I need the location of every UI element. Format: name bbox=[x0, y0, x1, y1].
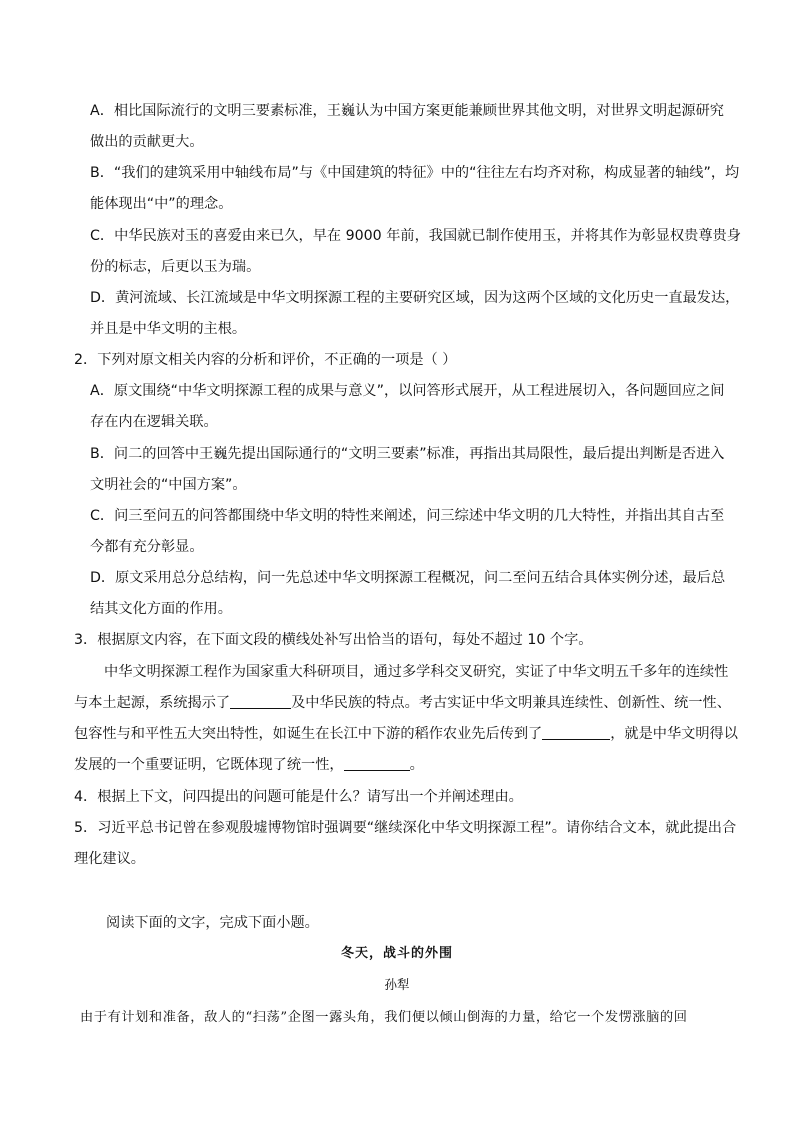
q1-option-b-line1: B．“我们的建筑采用中轴线布局”与《中国建筑的特征》中的“往往左右均齐对称，构成显著的轴线”，均 bbox=[90, 165, 740, 181]
q2-option-c-line2: 今都有充分彰显。 bbox=[90, 539, 204, 555]
q1-option-c-line1: C．中华民族对玉的喜爱由来已久，早在 9000 年前，我国就已制作使用玉，并将其作为彰显权贵尊贵身 bbox=[90, 228, 741, 244]
reading-instruction: 阅读下面的文字，完成下面小题。 bbox=[106, 915, 319, 931]
q1-option-a-line1: A．相比国际流行的文明三要素标准，王巍认为中国方案更能兼顾世界其他文明，对世界文明起源研究 bbox=[90, 103, 724, 119]
q3-stem: 3．根据原文内容，在下面文段的横线处补写出恰当的语句，每处不超过 10 个字。 bbox=[74, 632, 593, 648]
q3-passage-line2-end: 及中华民族的特点。考古实证中华文明兼具连续性、创新性、统一性、 bbox=[291, 695, 731, 711]
q1-option-a-line2: 做出的贡献更大。 bbox=[90, 134, 204, 150]
fill-blank-2[interactable] bbox=[542, 725, 610, 740]
passage-title: 冬天，战斗的外围 bbox=[340, 946, 453, 961]
q2-option-d-line1: D．原文采用总分总结构，问一先总述中华文明探源工程概况，问二至问五结合具体实例分述，最后总 bbox=[90, 570, 726, 586]
q2-option-a-line2: 存在内在逻辑关联。 bbox=[90, 414, 218, 430]
q1-option-d-line1: D．黄河流域、长江流域是中华文明探源工程的主要研究区域，因为这两个区域的文化历史一直最发达， bbox=[90, 290, 740, 306]
q2-option-c-line1: C．问三至问五的问答都围绕中华文明的特性来阐述，问三综述中华文明的几大特性，并指出其自古至 bbox=[90, 508, 725, 524]
q3-passage-line4-start: 发展的一个重要证明，它既体现了统一性， bbox=[74, 757, 344, 773]
q3-passage-line4 bbox=[74, 755, 424, 775]
q2-stem: 2．下列对原文相关内容的分析和评价，不正确的一项是（ ） bbox=[74, 352, 457, 368]
passage-author: 孙犁 bbox=[384, 977, 410, 992]
q3-passage-line3-start: 包容性与和平性五大突出特性，如诞生在长江中下游的稻作农业先后传到了 bbox=[74, 726, 543, 742]
q2-option-b-line2: 文明社会的“中国方案”。 bbox=[90, 477, 247, 493]
q3-passage-line2 bbox=[74, 693, 731, 713]
q3-passage-line1: 中华文明探源工程作为国家重大科研项目，通过多学科交叉研究，实证了中华文明五千多年的连续性 bbox=[104, 664, 729, 680]
q3-passage-line3-end: ，就是中华文明得以 bbox=[610, 726, 738, 742]
q1-option-d-line2: 并且是中华文明的主根。 bbox=[90, 321, 247, 337]
q3-passage-line4-end: 。 bbox=[409, 757, 424, 773]
q3-passage-line2-start: 与本土起源，系统揭示了 bbox=[74, 695, 231, 711]
q5-stem-line1: 5．习近平总书记曾在参观殷墟博物馆时强调要“继续深化中华文明探源工程”。请你结合文本，就此提出合 bbox=[74, 820, 737, 836]
q3-passage-line3 bbox=[74, 724, 738, 744]
passage-first-line: 由于有计划和准备，敌人的“扫荡”企图一露头角，我们便以倾山倒海的力量，给它一个发愣涨脑的回 bbox=[80, 1010, 688, 1025]
q2-option-b-line1: B．问二的回答中王巍先提出国际通行的“文明三要素”标准，再指出其局限性，最后提出判断是否进入 bbox=[90, 446, 725, 462]
q5-stem-line2: 理化建议。 bbox=[74, 851, 145, 867]
q2-option-a-line1: A．原文围绕“中华文明探源工程的成果与意义”，以问答形式展开，从工程进展切入，各问题回应之间 bbox=[90, 383, 725, 399]
q1-option-b-line2: 能体现出“中”的理念。 bbox=[90, 196, 233, 212]
q4-stem: 4．根据上下文，问四提出的问题可能是什么？请写出一个并阐述理由。 bbox=[74, 789, 523, 805]
q1-option-c-line2: 份的标志，后更以玉为瑞。 bbox=[90, 259, 261, 275]
fill-blank-1[interactable] bbox=[230, 694, 291, 709]
q2-option-d-line2: 结其文化方面的作用。 bbox=[90, 601, 232, 617]
fill-blank-3[interactable] bbox=[344, 756, 410, 771]
